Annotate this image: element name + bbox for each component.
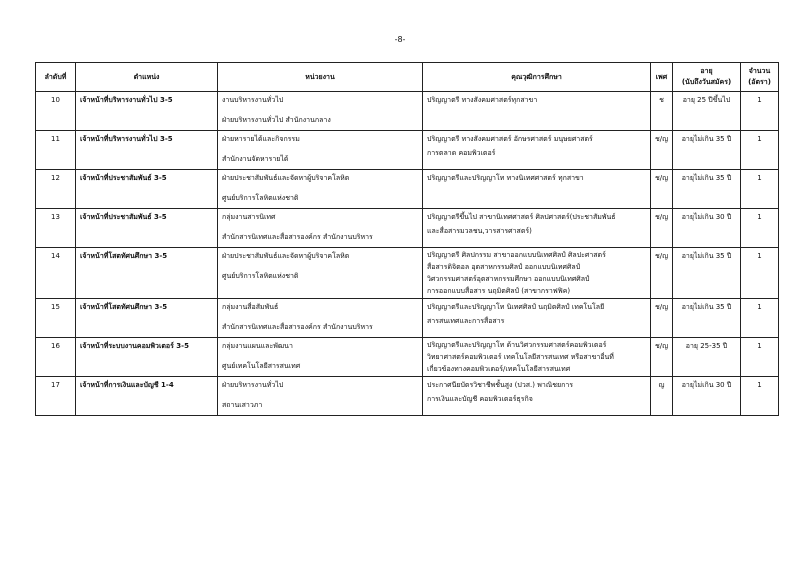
row-no: 16	[36, 338, 76, 377]
row-qualification	[423, 131, 651, 170]
qual-line: สารสนเทศและการสื่อสาร	[427, 317, 505, 325]
header-count	[741, 63, 779, 92]
row-position: เจ้าหน้าที่บริหารงานทั่วไป 3-5	[76, 92, 218, 131]
row-count: 1	[741, 299, 779, 338]
row-count: 1	[741, 377, 779, 416]
qual-line: สื่อสารดิจิตอล อุตสาหกรรมศิลป์ ออกแบบนิเทศศิลป์	[427, 263, 581, 271]
row-count: 1	[741, 338, 779, 377]
row-count: 1	[741, 248, 779, 299]
row-no: 15	[36, 299, 76, 338]
row-sex: ช/ญ	[651, 299, 673, 338]
qual-line: ปริญญาตรีขึ้นไป สาขานิเทศศาสตร์ ศิลปศาสตร์(ประชาสัมพันธ์	[427, 213, 616, 221]
header-qualification: คุณวุฒิการศึกษา	[423, 63, 651, 92]
row-count: 1	[741, 92, 779, 131]
qual-line: ปริญญาตรี ทางสังคมศาสตร์ อักษรศาสตร์ มนุษยศาสตร์	[427, 135, 593, 143]
row-position: เจ้าหน้าที่โสตทัศนศึกษา 3-5	[76, 248, 218, 299]
qual-line: ปริญญาตรีและปริญญาโท ทางนิเทศศาสตร์ ทุกสาขา	[427, 174, 584, 182]
row-position: เจ้าหน้าที่ระบบงานคอมพิวเตอร์ 3-5	[76, 338, 218, 377]
row-sex: ช/ญ	[651, 209, 673, 248]
header-no: ลำดับที่	[36, 63, 76, 92]
qual-line: และสื่อสารมวลชน,วารสารศาสตร์)	[427, 227, 532, 235]
qual-line: ปริญญาตรี ทางสังคมศาสตร์ทุกสาขา	[427, 96, 538, 104]
row-position: เจ้าหน้าที่ประชาสัมพันธ์ 3-5	[76, 209, 218, 248]
header-position: ตำแหน่ง	[76, 63, 218, 92]
table-row	[36, 299, 779, 338]
header-sex: เพศ	[651, 63, 673, 92]
qual-line: การออกแบบสื่อสาร นฤมิตศิลป์ (สาขากราฟฟิค)	[427, 287, 571, 295]
row-position: เจ้าหน้าที่โสตทัศนศึกษา 3-5	[76, 299, 218, 338]
qual-line: ปริญญาตรีและปริญญาโท ด้านวิศวกรรมศาสตร์คอมพิวเตอร์	[427, 341, 607, 349]
row-sex: ช/ญ	[651, 131, 673, 170]
row-sex: ช/ญ	[651, 170, 673, 209]
row-unit	[218, 338, 423, 377]
row-age: อายุไม่เกิน 30 ปี	[673, 377, 741, 416]
qual-line: ประกาศนียบัตรวิชาชีพชั้นสูง (ปวส.) พาณิชยการ	[427, 381, 574, 389]
row-age: อายุไม่เกิน 35 ปี	[673, 170, 741, 209]
row-unit	[218, 377, 423, 416]
qual-line: ปริญญาตรีและปริญญาโท นิเทศศิลป์ นฤมิตศิลป์ เทคโนโลยี	[427, 303, 605, 311]
unit-line: สำนักสารนิเทศและสื่อสารองค์กร สำนักงานบริหาร	[222, 323, 373, 331]
unit-line: ฝ่ายประชาสัมพันธ์และจัดหาผู้บริจาคโลหิต	[222, 252, 350, 260]
row-qualification	[423, 209, 651, 248]
table-row	[36, 92, 779, 131]
row-age: อายุไม่เกิน 35 ปี	[673, 299, 741, 338]
unit-line: สำนักงานจัดหารายได้	[222, 155, 289, 163]
table-row	[36, 209, 779, 248]
row-sex: ช	[651, 92, 673, 131]
row-qualification	[423, 377, 651, 416]
row-no: 14	[36, 248, 76, 299]
qual-line: การเงินและบัญชี คอมพิวเตอร์ธุรกิจ	[427, 395, 533, 403]
row-no: 12	[36, 170, 76, 209]
row-sex: ช/ญ	[651, 338, 673, 377]
unit-line: งานบริหารงานทั่วไป	[222, 96, 284, 104]
row-qualification	[423, 92, 651, 131]
row-position: เจ้าหน้าที่ประชาสัมพันธ์ 3-5	[76, 170, 218, 209]
unit-line: ฝ่ายประชาสัมพันธ์และจัดหาผู้บริจาคโลหิต	[222, 174, 350, 182]
table-row	[36, 131, 779, 170]
row-age: อายุไม่เกิน 35 ปี	[673, 248, 741, 299]
row-qualification	[423, 299, 651, 338]
table-row	[36, 338, 779, 377]
unit-line: กลุ่มงานสื่อสัมพันธ์	[222, 303, 279, 311]
row-count: 1	[741, 131, 779, 170]
qual-line: วิศวกรรมศาสตร์อุตสาหกรรมศึกษา ออกแบบนิเทศศิลป์	[427, 275, 590, 283]
unit-line: ศูนย์บริการโลหิตแห่งชาติ	[222, 272, 299, 280]
table-header-row	[36, 63, 779, 92]
row-unit	[218, 131, 423, 170]
row-count: 1	[741, 170, 779, 209]
header-age-line1: อายุ	[700, 67, 713, 75]
job-vacancy-table	[35, 62, 779, 416]
table-row	[36, 377, 779, 416]
row-sex: ญ	[651, 377, 673, 416]
unit-line: กลุ่มงานแผนและพัฒนา	[222, 342, 293, 350]
unit-line: ฝ่ายบริหารงานทั่วไป สำนักงานกลาง	[222, 116, 331, 124]
table-row	[36, 170, 779, 209]
row-qualification	[423, 170, 651, 209]
qual-line: เกี่ยวข้องทางคอมพิวเตอร์/เทคโนโลยีสารสนเทศ	[427, 365, 571, 373]
unit-line: กลุ่มงานสารนิเทศ	[222, 213, 276, 221]
row-no: 11	[36, 131, 76, 170]
row-no: 13	[36, 209, 76, 248]
row-age: อายุ 25-35 ปี	[673, 338, 741, 377]
qual-line: ปริญญาตรี ศิลปกรรม สาขาออกแบบนิเทศศิลป์ ศิลปะศาสตร์	[427, 251, 606, 259]
table-row	[36, 248, 779, 299]
row-count: 1	[741, 209, 779, 248]
unit-line: สถานเสาวภา	[222, 401, 263, 409]
unit-line: ศูนย์บริการโลหิตแห่งชาติ	[222, 194, 299, 202]
row-age: อายุไม่เกิน 30 ปี	[673, 209, 741, 248]
row-no: 10	[36, 92, 76, 131]
header-count-line1: จำนวน	[748, 67, 771, 75]
qual-line: วิทยาศาสตร์คอมพิวเตอร์ เทคโนโลยีสารสนเทศ หรือสาขาอื่นที่	[427, 353, 614, 361]
unit-line: ฝ่ายหารายได้และกิจกรรม	[222, 135, 300, 143]
unit-line: ฝ่ายบริหารงานทั่วไป	[222, 381, 284, 389]
row-age: อายุไม่เกิน 35 ปี	[673, 131, 741, 170]
row-no: 17	[36, 377, 76, 416]
row-unit	[218, 248, 423, 299]
header-count-line2: (อัตรา)	[748, 78, 771, 86]
row-unit	[218, 92, 423, 131]
unit-line: สำนักสารนิเทศและสื่อสารองค์กร สำนักงานบริหาร	[222, 233, 373, 241]
row-sex: ช/ญ	[651, 248, 673, 299]
unit-line: ศูนย์เทคโนโลยีสารสนเทศ	[222, 362, 301, 370]
header-age-line2: (นับถึงวันสมัคร)	[681, 78, 732, 86]
page-number: -8-	[394, 35, 406, 44]
header-age	[673, 63, 741, 92]
row-qualification	[423, 248, 651, 299]
row-unit	[218, 170, 423, 209]
row-position: เจ้าหน้าที่การเงินและบัญชี 1-4	[76, 377, 218, 416]
row-qualification	[423, 338, 651, 377]
row-age: อายุ 25 ปีขึ้นไป	[673, 92, 741, 131]
row-unit	[218, 299, 423, 338]
header-unit: หน่วยงาน	[218, 63, 423, 92]
row-unit	[218, 209, 423, 248]
row-position: เจ้าหน้าที่บริหารงานทั่วไป 3-5	[76, 131, 218, 170]
qual-line: การตลาด คอมพิวเตอร์	[427, 149, 496, 157]
